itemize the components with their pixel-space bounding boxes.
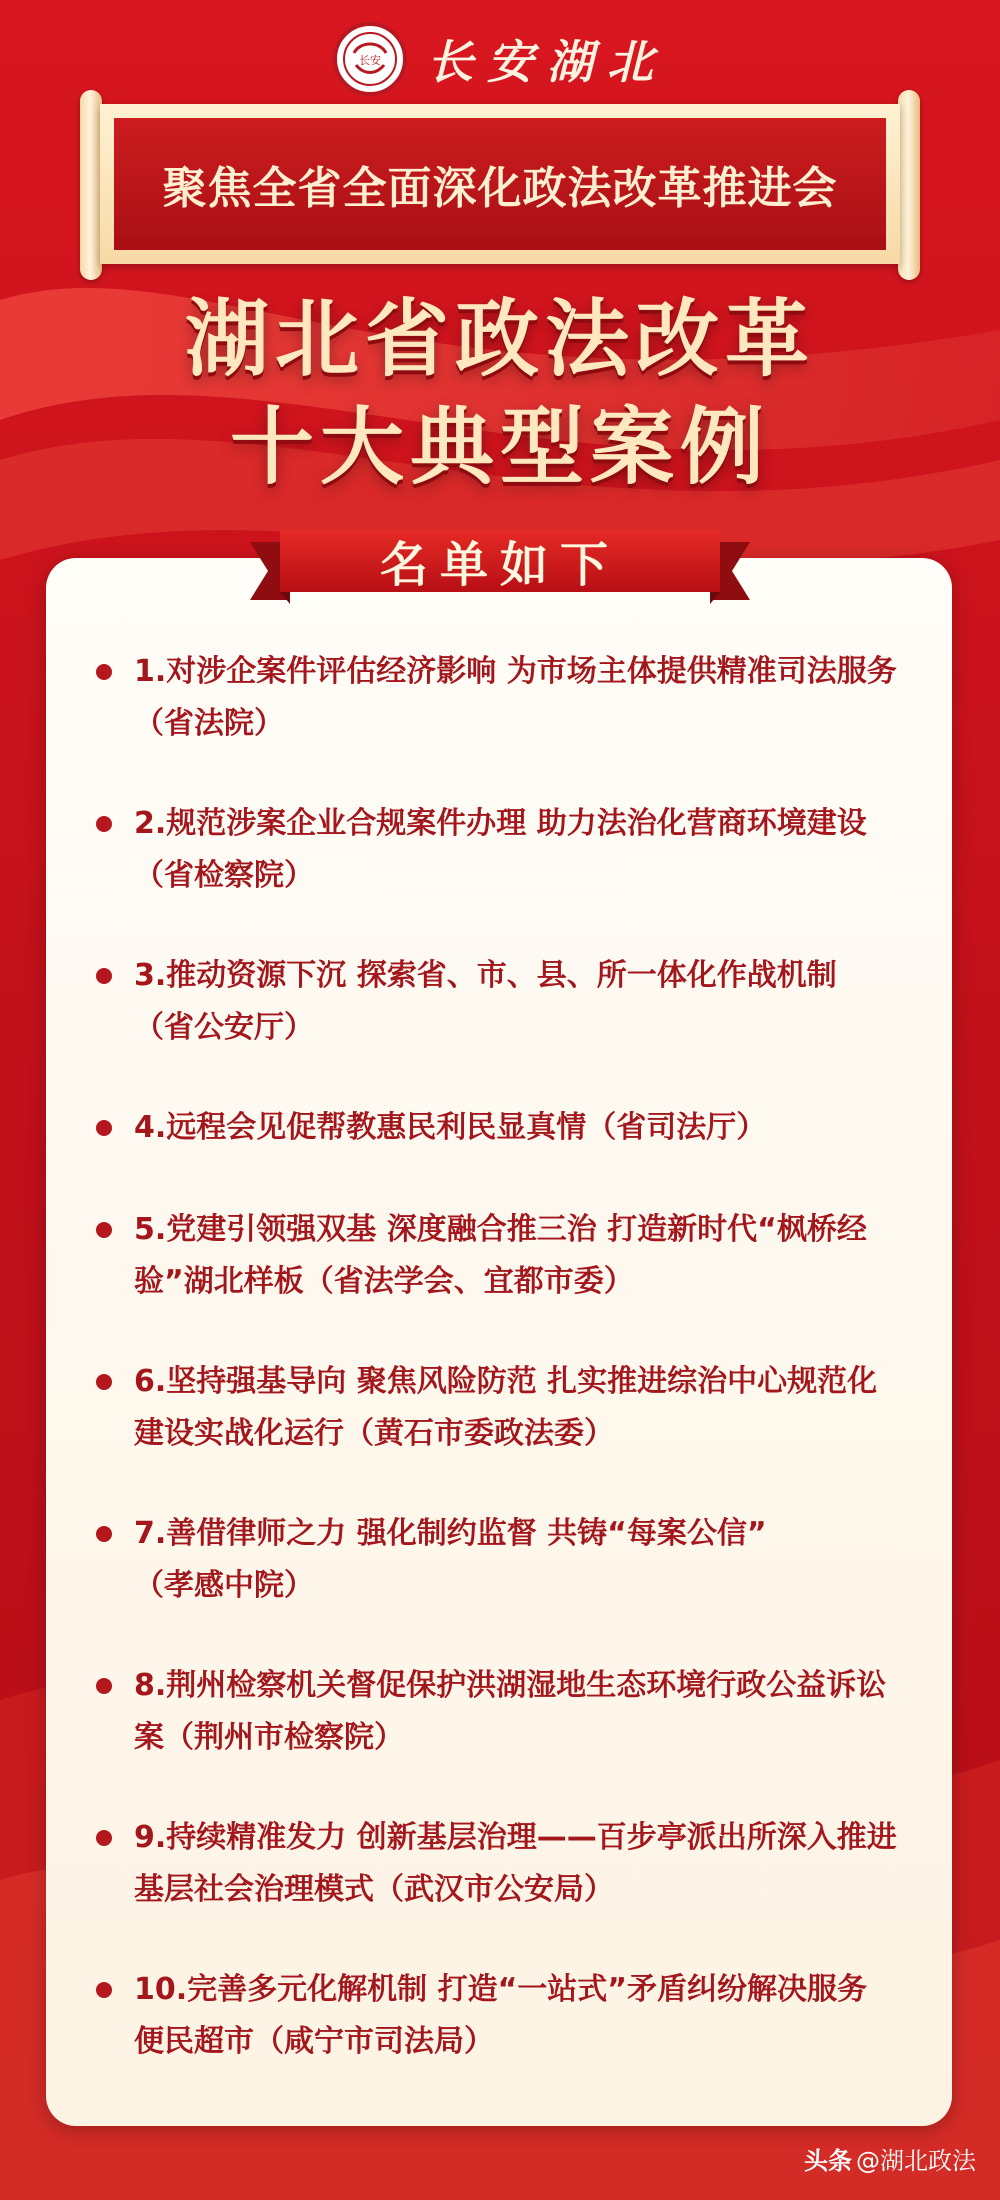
item-line1: 8.荆州检察机关督促保护洪湖湿地生态环境行政公益诉讼 xyxy=(134,1668,887,1703)
item-line1: 9.持续精准发力 创新基层治理——百步亭派出所深入推进 xyxy=(134,1820,897,1855)
list-item xyxy=(90,1102,920,1204)
item-line2: （孝感中院） xyxy=(134,1568,314,1603)
brand-name: 长安湖北 xyxy=(427,35,667,89)
list-item xyxy=(90,646,920,798)
item-line2: （省检察院） xyxy=(134,858,314,893)
account-name: @湖北政法 xyxy=(856,2147,976,2175)
bullet-icon xyxy=(96,1222,112,1238)
list-item xyxy=(90,1204,920,1356)
list-item xyxy=(90,1508,920,1660)
list-heading: 名单如下 xyxy=(379,536,620,593)
item-line1: 3.推动资源下沉 探索省、市、县、所一体化作战机制 xyxy=(134,958,837,993)
list-item xyxy=(90,1964,920,2116)
item-line2: 案（荆州市检察院） xyxy=(134,1720,404,1755)
bullet-icon xyxy=(96,1526,112,1542)
item-line2: （省法院） xyxy=(134,706,284,741)
list-item xyxy=(90,798,920,950)
scroll-banner-inner xyxy=(114,118,886,250)
bullet-icon xyxy=(96,816,112,832)
item-line1: 4.远程会见促帮教惠民利民显真情（省司法厅） xyxy=(134,1110,767,1145)
bullet-icon xyxy=(96,1120,112,1136)
bullet-icon xyxy=(96,1374,112,1390)
list-item xyxy=(90,1356,920,1508)
case-list xyxy=(90,646,920,2116)
seal-icon xyxy=(333,22,407,96)
bullet-icon xyxy=(96,1678,112,1694)
scroll-rod-left xyxy=(80,90,102,280)
bullet-icon xyxy=(96,1982,112,1998)
item-line2: 建设实战化运行（黄石市委政法委） xyxy=(134,1416,614,1451)
list-item xyxy=(90,1812,920,1964)
item-line2: 便民超市（咸宁市司法局） xyxy=(134,2024,494,2059)
item-line1: 6.坚持强基导向 聚焦风险防范 扎实推进综治中心规范化 xyxy=(134,1364,878,1399)
banner-text: 聚焦全省全面深化政法改革推进会 xyxy=(162,163,838,214)
bullet-icon xyxy=(96,664,112,680)
svg-text:长安: 长安 xyxy=(359,54,381,67)
item-line2: 验”湖北样板（省法学会、宜都市委） xyxy=(134,1264,634,1299)
scroll-banner xyxy=(100,104,900,264)
bullet-icon xyxy=(96,968,112,984)
item-line1: 10.完善多元化解机制 打造“一站式”矛盾纠纷解决服务 xyxy=(134,1972,868,2007)
list-item xyxy=(90,950,920,1102)
watermark xyxy=(804,2141,976,2176)
bullet-icon xyxy=(96,1830,112,1846)
scroll-rod-right xyxy=(898,90,920,280)
platform-name: 头条 xyxy=(804,2147,852,2175)
main-title-line1: 湖北省政法改革 xyxy=(184,290,815,388)
item-line2: （省公安厅） xyxy=(134,1010,314,1045)
item-line1: 1.对涉企案件评估经济影响 为市场主体提供精准司法服务 xyxy=(134,654,897,689)
item-line1: 7.善借律师之力 强化制约监督 共铸“每案公信” xyxy=(134,1516,767,1551)
item-line1: 2.规范涉案企业合规案件办理 助力法治化营商环境建设 xyxy=(134,806,867,841)
main-title-line2: 十大典型案例 xyxy=(229,398,770,496)
item-line2: 基层社会治理模式（武汉市公安局） xyxy=(134,1872,614,1907)
item-line1: 5.党建引领强双基 深度融合推三治 打造新时代“枫桥经 xyxy=(134,1212,867,1247)
header-logo xyxy=(0,14,1000,104)
list-item xyxy=(90,1660,920,1812)
